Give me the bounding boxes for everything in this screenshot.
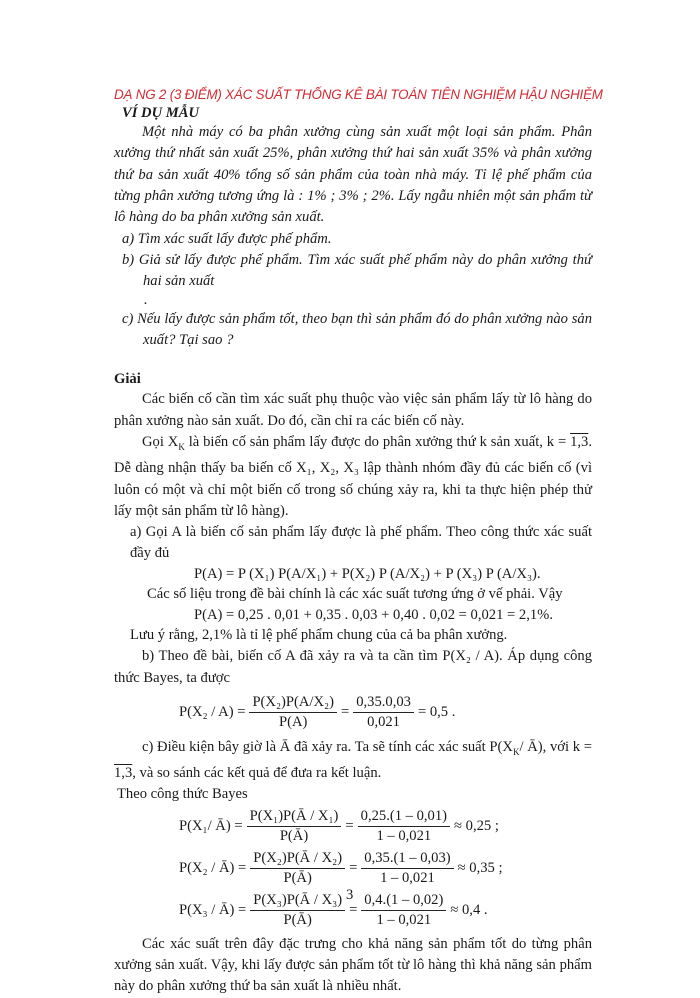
subscript: K	[178, 441, 185, 452]
text: / Ā), với k =	[519, 738, 592, 755]
part-a-note: Các số liệu trong đề bài chính là các xác suất tương ứng ở vế phải. Vậy	[147, 586, 563, 603]
part-a-formula: P(A) = P (X₁) P(A/X₁) + P(X₂) P (A/X₂) + P (X₃) P (A/X₃).	[194, 565, 541, 582]
denominator: P(Ā)	[279, 828, 309, 845]
text: là biến cố sản phẩm lấy được do phân xưởng thứ k sản xuất, k =	[184, 434, 571, 451]
denominator: P(A)	[279, 714, 308, 731]
denominator: 1 – 0,021	[376, 912, 432, 929]
range-overline: 1,3	[570, 434, 589, 451]
part-b-intro: b) Theo đề bài, biến cố A đã xảy ra và ta cần tìm P(X₂ / A). Áp dụng công thức Bayes, ta được	[114, 648, 592, 686]
solution-heading: Giải	[114, 371, 141, 388]
fraction	[353, 694, 414, 731]
numerator: 0,4.(1 – 0,02)	[361, 892, 446, 911]
eq-lhs: P(X₂ / A) =	[179, 704, 246, 721]
numerator: P(X₂)P(Ā / X₂)	[250, 850, 345, 869]
fraction	[250, 892, 345, 929]
fraction	[361, 892, 446, 929]
fraction	[358, 808, 450, 845]
numerator: P(X₁)P(Ā / X₁)	[247, 808, 342, 827]
text: , và so sánh các kết quả để đưa ra kết luận.	[132, 765, 382, 782]
equals: =	[349, 860, 358, 877]
section-title: DẠ NG 2 (3 ĐIỂM) XÁC SUẤT THỐNG KÊ BÀI TOÁN TIÊN NGHIỆM HẬU NGHIỆM	[114, 87, 603, 102]
bayes-equation	[179, 848, 592, 890]
subscript: K	[512, 746, 520, 757]
bayes-equation	[179, 806, 592, 848]
part-a-intro: a) Gọi A là biến cố sản phẩm lấy được là phế phẩm. Theo công thức xác suất đầy đủ	[130, 524, 592, 562]
denominator: P(Ā)	[283, 912, 312, 929]
eq-lhs: P(X₃ / Ā) =	[179, 902, 247, 919]
question-a: a) Tìm xác suất lấy được phế phẩm.	[122, 231, 332, 248]
page-number: 3	[346, 887, 354, 903]
denominator: P(Ā)	[283, 870, 312, 887]
denominator: 0,021	[367, 714, 400, 731]
bayes-equations-c	[114, 806, 592, 932]
numerator: 0,35.0,03	[353, 694, 414, 713]
conclusion: Các xác suất trên đây đặc trưng cho khả năng sản phẩm tốt do từng phân xưởng sản xuất. Vậy, khi lấy được sản phẩm tốt từ lô hàng thì khả năng sản phẩm này do phân xưởng thứ ba sản xuất là nhiều nhất.	[114, 935, 592, 995]
equals: =	[349, 902, 358, 919]
eq-rhs: ≈ 0,4 .	[450, 902, 488, 919]
part-a-remark: Lưu ý rằng, 2,1% là tỉ lệ phế phẩm chung của cả ba phân xưởng.	[130, 627, 508, 644]
equals: =	[345, 818, 354, 835]
text: c) Điều kiện bây giờ là Ā đã xảy ra. Ta sẽ tính các xác suất P(X	[142, 738, 513, 755]
eq-rhs: ≈ 0,25 ;	[454, 818, 499, 835]
text: . Dễ dàng nhận thấy ba biến cố X₁, X₂, X₃ lập thành nhóm đầy đủ các biến cố (vì luôn có một và chỉ một biến cố trong số chúng xảy ra, khi ta thực hiện phép thử lấy một sản phẩm từ lô hàng).	[114, 434, 592, 519]
fraction	[249, 694, 337, 731]
denominator: 1 – 0,021	[380, 870, 435, 887]
numerator: 0,35.(1 – 0,03)	[361, 850, 453, 869]
part-a-result: P(A) = 0,25 . 0,01 + 0,35 . 0,03 + 0,40 . 0,02 = 0,021 = 2,1%.	[194, 606, 553, 623]
eq-rhs: ≈ 0,35 ;	[457, 860, 503, 877]
eq-rhs: = 0,5 .	[417, 704, 456, 721]
solution-paragraph-2	[114, 432, 592, 522]
question-c: c) Nếu lấy được sản phẩm tốt, theo bạn thì sản phẩm đó do phân xưởng nào sản xuất? Tại sao ?	[122, 311, 592, 349]
equals: =	[340, 704, 350, 721]
problem-statement: Một nhà máy có ba phân xưởng cùng sản xuất một loại sản phẩm. Phân xưởng thứ nhất sản xuất 25%, phân xưởng thứ hai sản xuất 35% và phân xưởng thứ ba sản xuất 40% tổng số sản phẩm của toàn nhà máy. Tỉ lệ phế phẩm của từng phân xưởng tương ứng là : 1% ; 3% ; 2%. Lấy ngẫu nhiên một sản phẩm từ lô hàng do ba phân xưởng sản xuất.	[114, 124, 592, 226]
numerator: P(X₂)P(A/X₂)	[249, 694, 337, 713]
numerator: P(X₃)P(Ā / X₃)	[250, 892, 345, 911]
question-b-dot: .	[144, 292, 148, 309]
bayes-equation-b	[179, 689, 592, 737]
eq-lhs: P(X₂ / Ā) =	[179, 860, 247, 877]
range-overline: 1,3	[114, 765, 133, 782]
fraction	[247, 808, 342, 845]
solution-paragraph-1: Các biến cố cần tìm xác suất phụ thuộc vào việc sản phẩm lấy từ lô hàng do phân xưởng nào sản xuất. Do đó, cần chỉ ra các biến cố này.	[114, 391, 592, 429]
bayes-label: Theo công thức Bayes	[117, 786, 248, 803]
text: Gọi X	[142, 434, 179, 451]
part-c-intro	[114, 737, 592, 785]
fraction	[361, 850, 453, 887]
fraction	[250, 850, 345, 887]
eq-lhs: P(X₁/ Ā) =	[179, 818, 243, 835]
bayes-equation	[179, 890, 592, 932]
example-heading: VÍ DỤ MẪU	[122, 105, 200, 121]
numerator: 0,25.(1 – 0,01)	[358, 808, 450, 827]
document-page	[114, 86, 603, 998]
denominator: 1 – 0,021	[376, 828, 432, 845]
question-b: b) Giả sử lấy được phế phẩm. Tìm xác suất phế phẩm này do phân xưởng thứ hai sản xuất	[122, 252, 592, 290]
